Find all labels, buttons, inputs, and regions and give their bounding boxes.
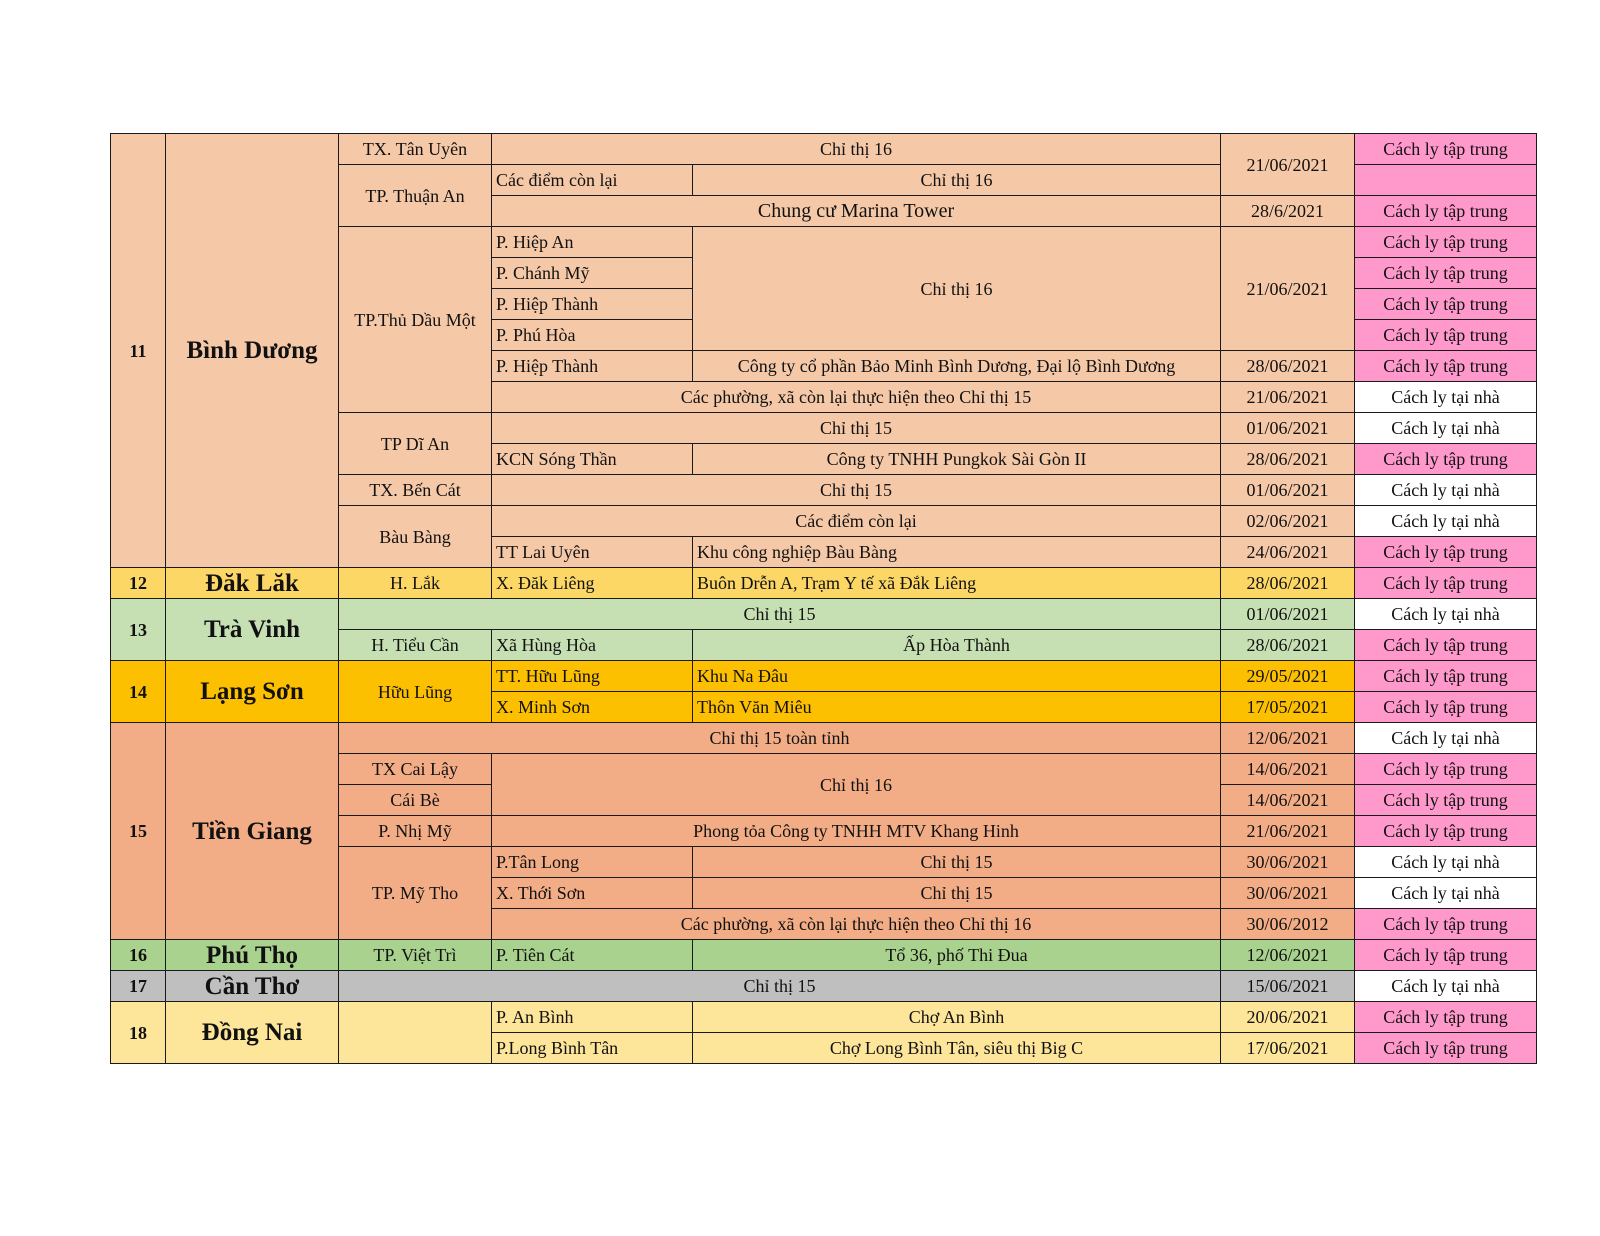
ward-cell: P. An Bình [492, 1002, 693, 1033]
quarantine-type-cell: Cách ly tập trung [1355, 754, 1537, 785]
quarantine-type-cell: Cách ly tại nhà [1355, 971, 1537, 1002]
measure-cell: Chỉ thị 15 [339, 971, 1221, 1002]
measure-cell: Phong tỏa Công ty TNHH MTV Khang Hinh [492, 816, 1221, 847]
quarantine-type-cell: Cách ly tập trung [1355, 816, 1537, 847]
measure-cell: Chỉ thị 15 [492, 475, 1221, 506]
quarantine-type-cell: Cách ly tập trung [1355, 785, 1537, 816]
quarantine-type-cell: Cách ly tập trung [1355, 258, 1537, 289]
district-cell: H. Lắk [339, 568, 492, 599]
date-cell: 24/06/2021 [1221, 537, 1355, 568]
quarantine-type-cell: Cách ly tập trung [1355, 196, 1537, 227]
district-cell: TP. Mỹ Tho [339, 847, 492, 940]
date-cell: 02/06/2021 [1221, 506, 1355, 537]
quarantine-type-cell: Cách ly tập trung [1355, 568, 1537, 599]
table-row [111, 971, 1537, 1002]
ward-cell: TT. Hữu Lũng [492, 661, 693, 692]
measure-cell: Chỉ thị 15 [693, 878, 1221, 909]
ward-cell: X. Đăk Liêng [492, 568, 693, 599]
location-cell: Thôn Văn Miêu [693, 692, 1221, 723]
quarantine-type-cell: Cách ly tại nhà [1355, 878, 1537, 909]
location-cell: Công ty cổ phần Bảo Minh Bình Dương, Đại lộ Bình Dương [693, 351, 1221, 382]
location-cell: Ấp Hòa Thành [693, 630, 1221, 661]
measure-cell: Chỉ thị 15 [492, 413, 1221, 444]
location-cell: Buôn Drễn A, Trạm Y tế xã Đắk Liêng [693, 568, 1221, 599]
date-cell: 15/06/2021 [1221, 971, 1355, 1002]
ward-cell: X. Minh Sơn [492, 692, 693, 723]
ward-cell: P. Hiệp Thành [492, 351, 693, 382]
table-row [111, 1002, 1537, 1033]
date-cell: 30/06/2021 [1221, 878, 1355, 909]
province-cell: Phú Thọ [166, 940, 339, 971]
quarantine-type-cell: Cách ly tập trung [1355, 351, 1537, 382]
quarantine-type-cell: Cách ly tập trung [1355, 1033, 1537, 1064]
ward-cell: P. Hiệp An [492, 227, 693, 258]
province-cell: Tiền Giang [166, 723, 339, 940]
ward-cell: X. Thới Sơn [492, 878, 693, 909]
date-cell: 28/06/2021 [1221, 444, 1355, 475]
quarantine-type-cell [1355, 165, 1537, 196]
date-cell: 21/06/2021 [1221, 134, 1355, 196]
table-row [111, 134, 1537, 165]
measure-cell: Các phường, xã còn lại thực hiện theo Chỉ thị 15 [492, 382, 1221, 413]
province-cell: Lạng Sơn [166, 661, 339, 723]
location-cell: Chợ Long Bình Tân, siêu thị Big C [693, 1033, 1221, 1064]
quarantine-type-cell: Cách ly tại nhà [1355, 413, 1537, 444]
measure-cell: Chỉ thị 15 [339, 599, 1221, 630]
ward-cell: KCN Sóng Thần [492, 444, 693, 475]
province-cell: Đăk Lăk [166, 568, 339, 599]
ward-cell: Các điểm còn lại [492, 165, 693, 196]
stt-cell: 11 [111, 134, 166, 568]
district-cell: TX. Tân Uyên [339, 134, 492, 165]
date-cell: 29/05/2021 [1221, 661, 1355, 692]
quarantine-type-cell: Cách ly tập trung [1355, 909, 1537, 940]
date-cell: 21/06/2021 [1221, 816, 1355, 847]
quarantine-type-cell: Cách ly tập trung [1355, 537, 1537, 568]
province-cell: Cần Thơ [166, 971, 339, 1002]
stt-cell: 14 [111, 661, 166, 723]
district-cell [339, 1002, 492, 1064]
location-cell: Khu Na Đâu [693, 661, 1221, 692]
date-cell: 14/06/2021 [1221, 785, 1355, 816]
date-cell: 01/06/2021 [1221, 475, 1355, 506]
district-cell: TP.Thủ Dầu Một [339, 227, 492, 413]
quarantine-type-cell: Cách ly tại nhà [1355, 723, 1537, 754]
district-cell: Cái Bè [339, 785, 492, 816]
date-cell: 17/06/2021 [1221, 1033, 1355, 1064]
district-cell: TP. Việt Trì [339, 940, 492, 971]
date-cell: 21/06/2021 [1221, 227, 1355, 351]
ward-cell: P. Tiên Cát [492, 940, 693, 971]
district-cell: H. Tiểu Cần [339, 630, 492, 661]
date-cell: 28/06/2021 [1221, 568, 1355, 599]
ward-cell: P. Phú Hòa [492, 320, 693, 351]
measure-cell: Chỉ thị 15 [693, 847, 1221, 878]
date-cell: 01/06/2021 [1221, 599, 1355, 630]
location-cell: Chợ An Bình [693, 1002, 1221, 1033]
quarantine-type-cell: Cách ly tại nhà [1355, 847, 1537, 878]
table-row [111, 723, 1537, 754]
province-cell: Đồng Nai [166, 1002, 339, 1064]
date-cell: 12/06/2021 [1221, 723, 1355, 754]
quarantine-type-cell: Cách ly tập trung [1355, 444, 1537, 475]
location-cell: Công ty TNHH Pungkok Sài Gòn II [693, 444, 1221, 475]
table-row [111, 661, 1537, 692]
quarantine-type-cell: Cách ly tập trung [1355, 289, 1537, 320]
stt-cell: 13 [111, 599, 166, 661]
stt-cell: 17 [111, 971, 166, 1002]
ward-cell: TT Lai Uyên [492, 537, 693, 568]
measure-cell: Các phường, xã còn lại thực hiện theo Chỉ thị 16 [492, 909, 1221, 940]
district-cell: TP Dĩ An [339, 413, 492, 475]
quarantine-type-cell: Cách ly tập trung [1355, 940, 1537, 971]
ward-cell: P.Long Bình Tân [492, 1033, 693, 1064]
ward-cell: P. Chánh Mỹ [492, 258, 693, 289]
date-cell: 17/05/2021 [1221, 692, 1355, 723]
quarantine-type-cell: Cách ly tại nhà [1355, 599, 1537, 630]
quarantine-table [110, 133, 1537, 1064]
stt-cell: 12 [111, 568, 166, 599]
date-cell: 28/06/2021 [1221, 630, 1355, 661]
measure-cell: Các điểm còn lại [492, 506, 1221, 537]
district-cell: TX Cai Lậy [339, 754, 492, 785]
location-cell: Chung cư Marina Tower [492, 196, 1221, 227]
district-cell: Hữu Lũng [339, 661, 492, 723]
quarantine-type-cell: Cách ly tập trung [1355, 1002, 1537, 1033]
quarantine-type-cell: Cách ly tập trung [1355, 227, 1537, 258]
measure-cell: Chỉ thị 15 toàn tỉnh [339, 723, 1221, 754]
province-cell: Bình Dương [166, 134, 339, 568]
quarantine-type-cell: Cách ly tại nhà [1355, 475, 1537, 506]
date-cell: 28/6/2021 [1221, 196, 1355, 227]
table-row [111, 568, 1537, 599]
quarantine-type-cell: Cách ly tập trung [1355, 661, 1537, 692]
ward-cell: P.Tân Long [492, 847, 693, 878]
stt-cell: 16 [111, 940, 166, 971]
measure-cell: Chỉ thị 16 [492, 754, 1221, 816]
date-cell: 01/06/2021 [1221, 413, 1355, 444]
table-row [111, 599, 1537, 630]
quarantine-type-cell: Cách ly tập trung [1355, 630, 1537, 661]
ward-cell: P. Hiệp Thành [492, 289, 693, 320]
quarantine-type-cell: Cách ly tập trung [1355, 134, 1537, 165]
stt-cell: 15 [111, 723, 166, 940]
date-cell: 30/06/2012 [1221, 909, 1355, 940]
date-cell: 30/06/2021 [1221, 847, 1355, 878]
ward-cell: Xã Hùng Hòa [492, 630, 693, 661]
district-cell: Bàu Bàng [339, 506, 492, 568]
district-cell: TP. Thuận An [339, 165, 492, 227]
location-cell: Tổ 36, phố Thi Đua [693, 940, 1221, 971]
date-cell: 14/06/2021 [1221, 754, 1355, 785]
date-cell: 12/06/2021 [1221, 940, 1355, 971]
date-cell: 21/06/2021 [1221, 382, 1355, 413]
date-cell: 20/06/2021 [1221, 1002, 1355, 1033]
district-cell: TX. Bến Cát [339, 475, 492, 506]
measure-cell: Chỉ thị 16 [693, 227, 1221, 351]
district-cell: P. Nhị Mỹ [339, 816, 492, 847]
quarantine-type-cell: Cách ly tập trung [1355, 320, 1537, 351]
quarantine-type-cell: Cách ly tại nhà [1355, 506, 1537, 537]
province-cell: Trà Vinh [166, 599, 339, 661]
quarantine-type-cell: Cách ly tập trung [1355, 692, 1537, 723]
date-cell: 28/06/2021 [1221, 351, 1355, 382]
stt-cell: 18 [111, 1002, 166, 1064]
quarantine-type-cell: Cách ly tại nhà [1355, 382, 1537, 413]
measure-cell: Chỉ thị 16 [693, 165, 1221, 196]
table-row [111, 940, 1537, 971]
location-cell: Khu công nghiệp Bàu Bàng [693, 537, 1221, 568]
measure-cell: Chỉ thị 16 [492, 134, 1221, 165]
